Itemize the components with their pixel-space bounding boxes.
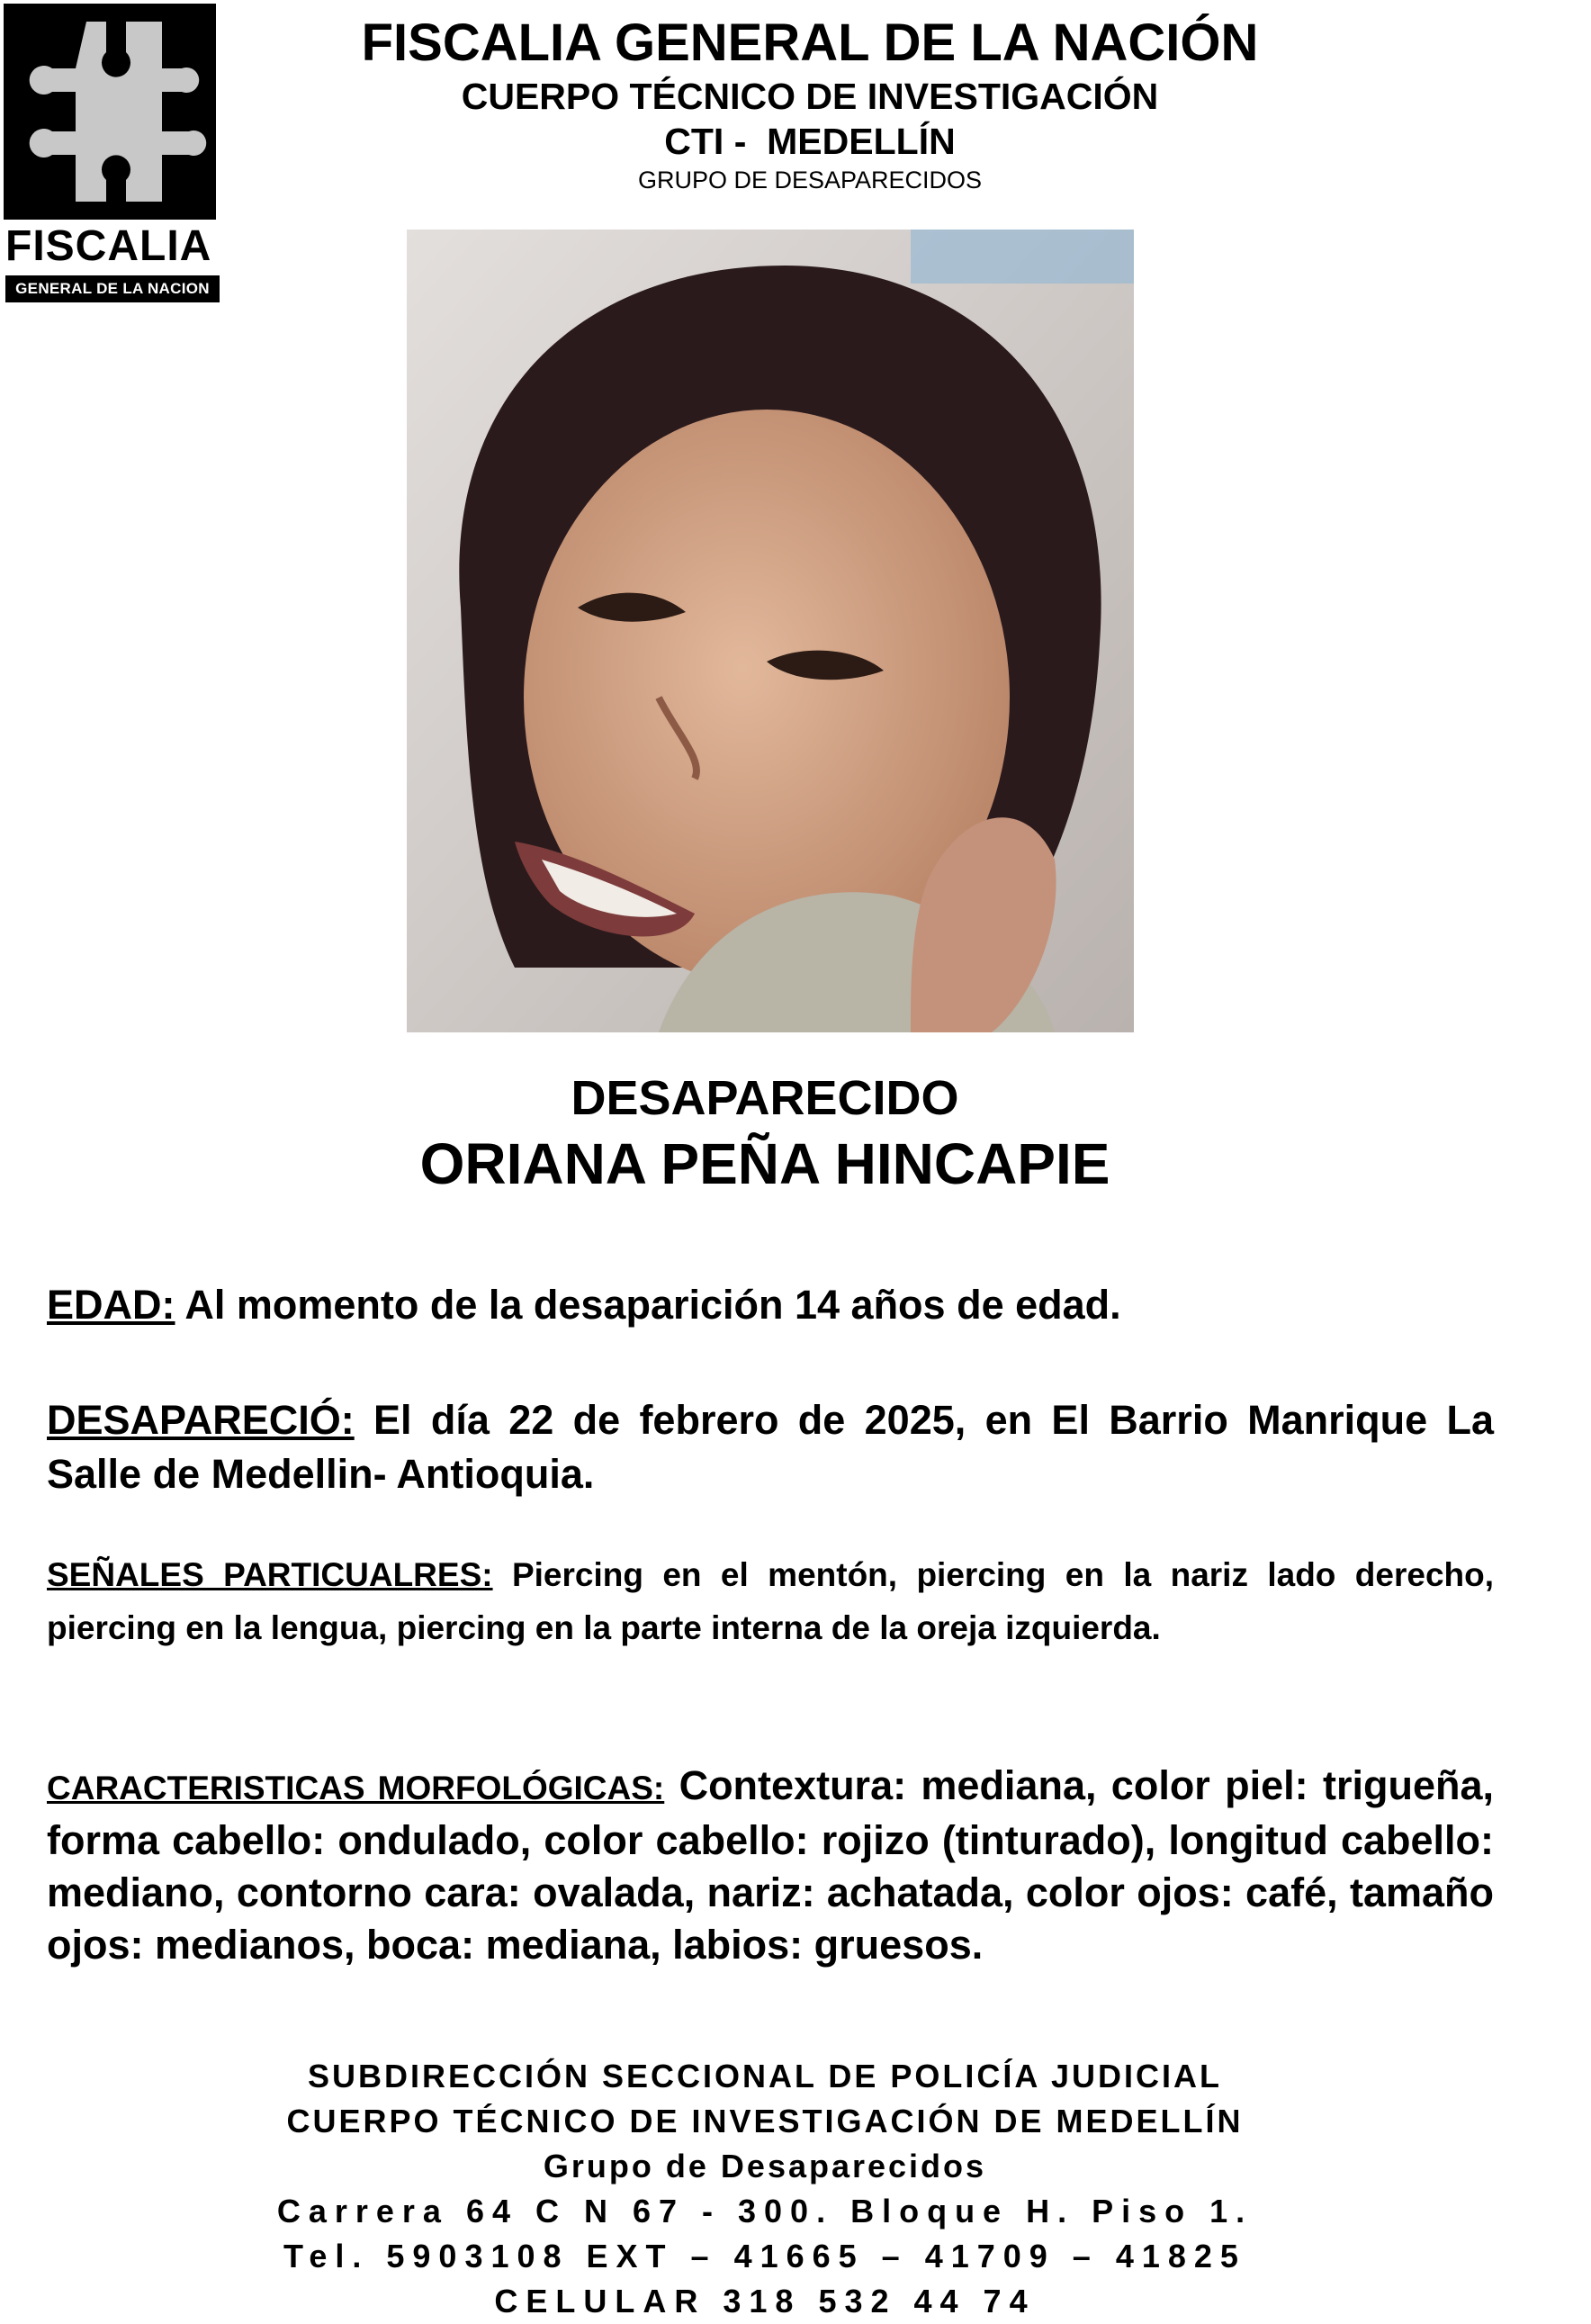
fiscalia-logo <box>4 4 220 305</box>
caracteristicas-section <box>47 1760 1494 1971</box>
logo-name: FISCALIA <box>5 222 212 270</box>
header <box>270 13 1350 196</box>
person-name: ORIANA PEÑA HINCAPIE <box>419 1131 1110 1196</box>
logo-background <box>4 4 216 220</box>
desaparecio-section <box>47 1393 1494 1501</box>
footer-line-2: CUERPO TÉCNICO DE INVESTIGACIÓN DE MEDELLÍN <box>286 2103 1244 2139</box>
edad-text: Al momento de la desaparición 14 años de edad. <box>175 1282 1121 1328</box>
senales-section <box>47 1548 1494 1654</box>
footer-line-3: Grupo de Desaparecidos <box>543 2148 987 2184</box>
desaparecio-text: El día 22 de febrero de 2025, en El Barrio Manrique La Salle de Medellin- Antioquia. <box>47 1397 1494 1497</box>
missing-person-photo <box>407 230 1134 1032</box>
puzzle-piece-icon <box>4 4 216 220</box>
edad-label: EDAD: <box>47 1282 175 1328</box>
senales-text: Piercing en el mentón, piercing en la nariz lado derecho, piercing en la lengua, piercing en la parte interna de la oreja izquierda. <box>47 1556 1495 1646</box>
header-line-3: CTI - MEDELLÍN <box>664 121 956 162</box>
footer-phone: Tel. 5903108 EXT – 41665 – 41709 – 41825 <box>283 2238 1246 2274</box>
header-title: FISCALIA GENERAL DE LA NACIÓN <box>361 14 1259 72</box>
status-heading: DESAPARECIDO <box>571 1071 959 1125</box>
footer <box>180 2054 1350 2324</box>
desaparecio-label: DESAPARECIÓ: <box>47 1397 355 1443</box>
caracteristicas-text: Contextura: mediana, color piel: trigueña, forma cabello: ondulado, color cabello: rojizo (tinturado), longitud cabello: mediano, contorno cara: ovalada, nariz: achatada, color ojos: café, tamaño ojos: medianos, boca: mediana, labios: gruesos. <box>47 1762 1494 1968</box>
logo-subname: GENERAL DE LA NACION <box>5 275 220 302</box>
header-line-2: CUERPO TÉCNICO DE INVESTIGACIÓN <box>461 76 1159 117</box>
senales-label: SEÑALES PARTICUALRES: <box>47 1556 493 1593</box>
footer-cellphone: CELULAR 318 532 44 74 <box>494 2283 1036 2319</box>
footer-address: Carrera 64 C N 67 - 300. Bloque H. Piso 1. <box>276 2193 1254 2229</box>
notice-titles <box>270 1067 1260 1198</box>
header-line-4: GRUPO DE DESAPARECIDOS <box>637 167 983 194</box>
edad-section <box>47 1278 1494 1332</box>
footer-line-1: SUBDIRECCIÓN SECCIONAL DE POLICÍA JUDICIAL <box>307 2058 1223 2094</box>
caracteristicas-label: CARACTERISTICAS MORFOLÓGICAS: <box>47 1770 665 1806</box>
